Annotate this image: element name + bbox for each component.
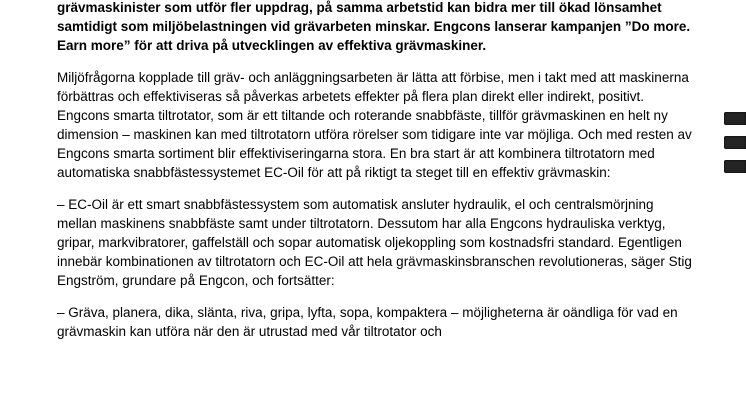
body-paragraph-2: – EC-Oil är ett smart snabbfästessystem som automatisk ansluter hydraulik, el och centralsmörjning mellan maskinens snabbfäste samt under tiltrotatorn. Dessutom har alla Engcons hydrauliska verktyg, gripar, markvibratorer, gaffelställ och sopar automatisk oljekoppling som kostnadsfri standard. Egentligen innebär kombinationen av tiltrotatorn och EC-Oil att hela grävmaskinsbranschen revolutioneras, säger Stig Engström, grundare på Engcon, och fortsätter: [57, 197, 692, 288]
media-thumbnail-2[interactable] [724, 136, 746, 149]
lead-paragraph: grävmaskinister som utför fler uppdrag, på samma arbetstid kan bidra mer till ökad lönsamhet samtidigt som miljöbelastningen vid grävarbeten minskar. Engcons lanserar kampanjen ”Do more. Earn more” för att driva på utvecklingen av effektiva grävmaskiner. [57, 0, 691, 53]
body-paragraph-3: – Gräva, planera, dika, slänta, riva, gripa, lyfta, sopa, kompaktera – möjligheterna är oändliga för vad en grävmaskin kan utföra när den är utrustad med vår tiltrotator och [57, 305, 678, 339]
article-body [57, 0, 693, 354]
body-paragraph-1: Miljöfrågorna kopplade till gräv- och anläggningsarbeten är lätta att förbise, men i takt med att maskinerna förbättras och effektiviseras så påverkas arbetets effekter på flera plan direkt eller indirekt, positivt. Engcons smarta tiltrotator, som är ett tiltande och roterande snabbfäste, tillför grävmaskinen en helt ny dimension – maskinen kan med tiltrotatorn utföra rörelser som tidigare inte var möjliga. Och med resten av Engcons smarta sortiment blir effektiviseringarna stora. En bra start är att kombinera tiltrotatorn med automatiska snabbfästessystemet EC-Oil för att på riktigt ta steget till en effektiv grävmaskin: [57, 70, 692, 180]
media-thumbnail-3[interactable] [724, 160, 746, 173]
media-thumbnail-strip [724, 112, 746, 184]
media-thumbnail-1[interactable] [724, 112, 746, 125]
